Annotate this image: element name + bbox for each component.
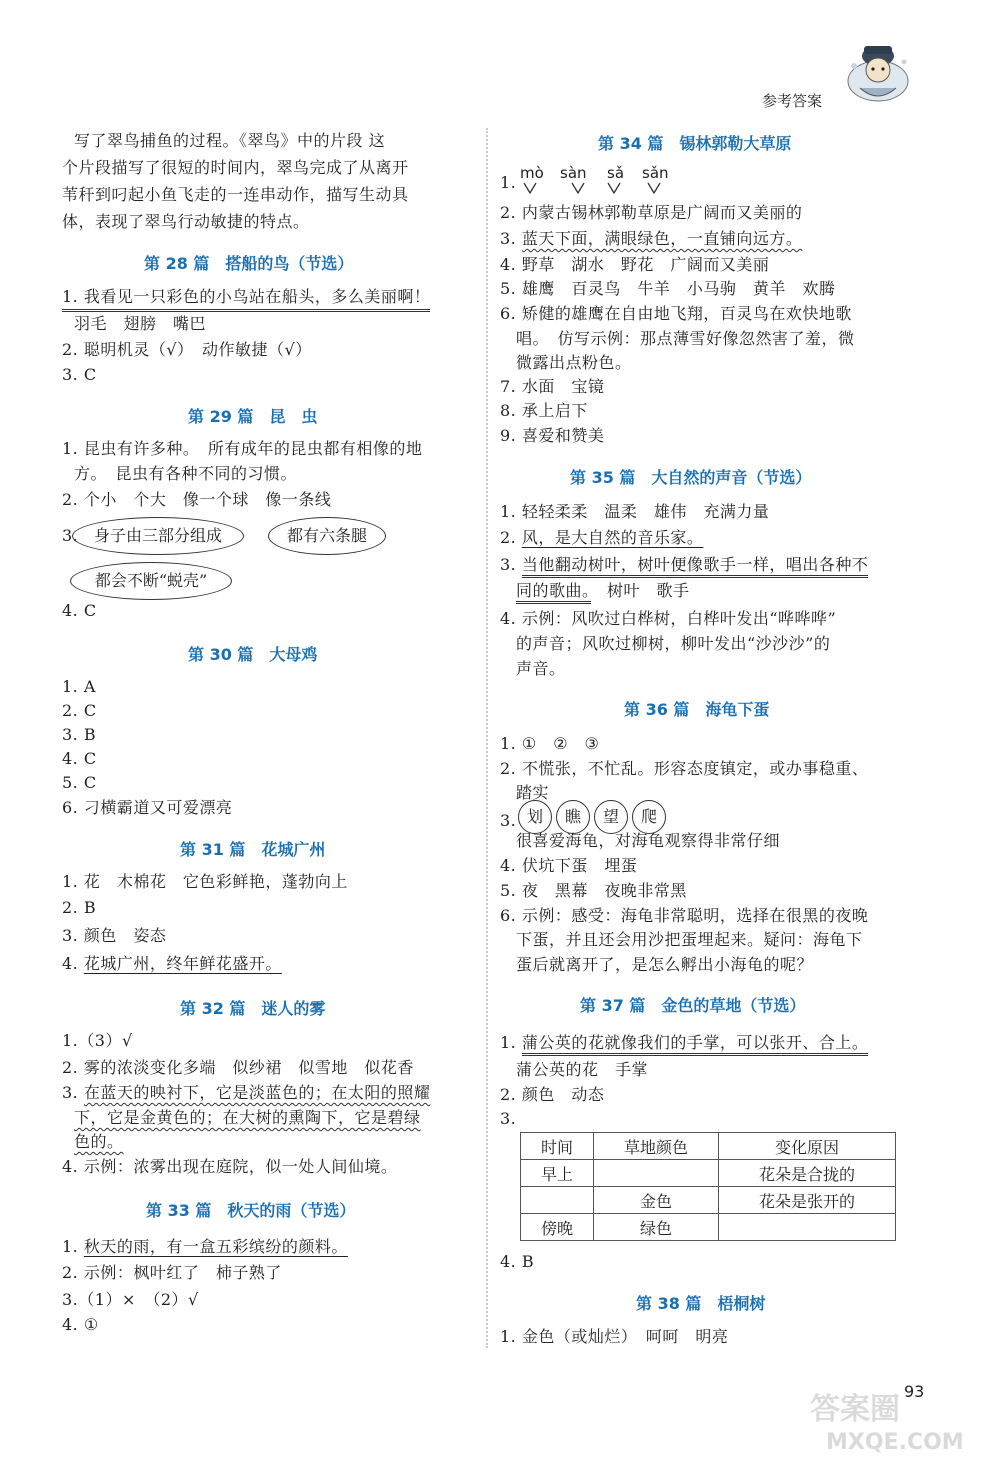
answer-line: 5. 夜 黑幕 夜晚非常黑 — [500, 881, 687, 900]
table-header-row — [521, 1133, 896, 1160]
section-heading-32: 第 32 篇 迷人的雾 — [180, 999, 326, 1018]
answer-line: 唱。 仿写示例：那点薄雪好像忽然害了羞，微 — [516, 329, 855, 348]
page-number: 93 — [904, 1382, 925, 1401]
answer-number: 4. — [62, 954, 84, 973]
answer-number: 3. — [500, 229, 522, 248]
section-heading-28: 第 28 篇 搭船的鸟（节选） — [144, 254, 354, 273]
answer-text: 同的歌曲。 — [516, 581, 591, 604]
answer-line: 7. 水面 宝镜 — [500, 377, 605, 396]
answer-line: 5. 雄鹰 百灵鸟 牛羊 小马驹 黄羊 欢腾 — [500, 279, 836, 298]
intro-line: 苇秆到叼起小鱼飞走的一连串动作，描写生动具 — [62, 185, 409, 204]
answer-line: 方。 昆虫有各种不同的习惯。 — [74, 464, 298, 483]
answer-line: 1. ① ② ③ — [500, 734, 600, 753]
answer-line: 很喜爱海龟，对海龟观察得非常仔细 — [516, 831, 781, 850]
watermark-text: MXQE.COM — [826, 1430, 964, 1455]
section-heading-31: 第 31 篇 花城广州 — [180, 840, 326, 859]
answer-text: 风，是大自然的音乐家。 — [521, 528, 704, 547]
answer-text: 树叶 歌手 — [590, 581, 690, 600]
answer-line: 羽毛 翅膀 嘴巴 — [74, 314, 207, 333]
section-heading-36: 第 36 篇 海龟下蛋 — [624, 700, 770, 719]
answer-line: 3. C — [62, 365, 97, 384]
answer-oval: 都有六条腿 — [268, 517, 386, 555]
answer-line — [500, 554, 868, 576]
answer-line: 2. 不慌张，不忙乱。形容态度镇定，或办事稳重、 — [500, 759, 869, 778]
circled-char: 划 — [518, 800, 552, 834]
answer-line — [500, 228, 802, 250]
section-heading-33: 第 33 篇 秋天的雨（节选） — [146, 1201, 356, 1220]
intro-line: 个片段描写了很短的时间内，翠鸟完成了从离开 — [62, 158, 409, 177]
answer-line: 1. A — [62, 677, 96, 696]
answer-line — [62, 1236, 348, 1258]
answer-line: 4. 示例：浓雾出现在庭院，似一处人间仙境。 — [62, 1157, 398, 1176]
table-cell — [719, 1214, 896, 1241]
section-heading-35: 第 35 篇 大自然的声音（节选） — [570, 468, 812, 487]
pinyin: sǎ — [607, 164, 625, 182]
answer-line: 2. 内蒙古锡林郭勒草原是广阔而又美丽的 — [500, 203, 803, 222]
table-cell: 花朵是合拢的 — [719, 1160, 896, 1187]
check-marks — [520, 180, 680, 196]
answer-number: 3. — [62, 1083, 84, 1102]
pinyin: sǎn — [642, 164, 669, 182]
table-cell: 花朵是张开的 — [719, 1187, 896, 1214]
answer-line: 蛋后就离开了，是怎么孵出小海龟的呢？ — [516, 955, 814, 974]
answer-line: 3. B — [62, 725, 97, 744]
table-row — [521, 1160, 896, 1187]
answer-line: 3.（1）× （2）√ — [62, 1290, 199, 1309]
table-header-cell: 时间 — [521, 1133, 594, 1160]
pinyin: mò — [520, 164, 544, 182]
answer-line: 2. 聪明机灵（√） 动作敏捷（√） — [62, 340, 312, 359]
answer-line: 8. 承上启下 — [500, 401, 588, 420]
table-header-cell: 草地颜色 — [594, 1133, 719, 1160]
answer-number: 3. — [500, 1109, 517, 1128]
table-row — [521, 1187, 896, 1214]
answer-line: 1. 金色（或灿烂） 呵呵 明亮 — [500, 1327, 729, 1346]
answer-line: 4. 野草 湖水 野花 广阔而又美丽 — [500, 255, 770, 274]
section-heading-30: 第 30 篇 大母鸡 — [188, 645, 318, 664]
answer-line: 踏实 — [516, 783, 550, 802]
table-cell: 绿色 — [594, 1214, 719, 1241]
answer-line: 2. 颜色 动态 — [500, 1085, 605, 1104]
answer-line — [516, 580, 690, 602]
circled-char: 望 — [594, 800, 628, 834]
answer-text: 花城广州，终年鲜花盛开。 — [83, 954, 282, 973]
answer-line: 2. B — [62, 898, 97, 917]
answer-line: 4. 伏坑下蛋 埋蛋 — [500, 856, 638, 875]
answer-line: 9. 喜爱和赞美 — [500, 426, 605, 445]
answer-line: 微露出点粉色。 — [516, 353, 632, 372]
answer-line: 1. 昆虫有许多种。 所有成年的昆虫都有相像的地 — [62, 439, 423, 458]
answer-line: 3. — [62, 526, 79, 545]
answer-line: 1. 我看见一只彩色的小鸟站在船头，多么美丽啊！ — [62, 286, 430, 312]
answer-line — [500, 527, 703, 549]
answer-number: 3. — [500, 555, 522, 574]
answer-oval: 都会不断“蜕壳” — [70, 562, 232, 600]
answer-line: 6. 示例：感受：海龟非常聪明，选择在很黑的夜晚 — [500, 906, 869, 925]
circled-chars — [518, 800, 670, 834]
table-row — [521, 1214, 896, 1241]
answer-line: 4. B — [500, 1252, 535, 1271]
answer-line: 2. 示例：枫叶红了 柿子熟了 — [62, 1263, 282, 1282]
answer-number: 1. — [500, 173, 517, 192]
answer-text: 秋天的雨，有一盒五彩缤纷的颜料。 — [83, 1237, 348, 1256]
answer-line — [62, 1082, 430, 1104]
answer-line: 4. 示例：风吹过白桦树，白桦叶发出“哗哗哗” — [500, 609, 837, 628]
mascot-illustration — [838, 26, 918, 108]
answer-text: 当他翻动树叶，树叶便像歌手一样，唱出各种不 — [522, 555, 869, 578]
column-divider — [486, 128, 488, 1348]
answer-line: 4. ① — [62, 1315, 99, 1334]
answer-line: 的声音；风吹过柳树，柳叶发出“沙沙沙”的 — [516, 634, 831, 653]
answer-line: 下蛋，并且还会用沙把蛋埋起来。疑问：海龟下 — [516, 930, 863, 949]
table-cell — [594, 1160, 719, 1187]
answer-line: 2. C — [62, 701, 97, 720]
answer-text: 在蓝天的映衬下，它是淡蓝色的；在太阳的照耀 — [83, 1083, 431, 1102]
answer-line: 1.（3）√ — [62, 1031, 133, 1050]
answer-line: 6. 刁横霸道又可爱漂亮 — [62, 798, 233, 817]
answer-line: 2. 雾的浓淡变化多端 似纱裙 似雪地 似花香 — [62, 1058, 414, 1077]
answer-number: 1. — [500, 1033, 522, 1052]
answer-line: 下，它是金黄色的；在大树的熏陶下，它是碧绿 — [74, 1108, 421, 1127]
table-header-cell: 变化原因 — [719, 1133, 896, 1160]
answer-number: 2. — [500, 528, 522, 547]
intro-line: 写了翠鸟捕鱼的过程。《翠鸟》中的片段 这 — [74, 131, 386, 150]
table-cell: 早上 — [521, 1160, 594, 1187]
intro-line: 体，表现了翠鸟行动敏捷的特点。 — [62, 212, 310, 231]
svg-text:答案圈: 答案圈 — [810, 1392, 900, 1427]
section-heading-37: 第 37 篇 金色的草地（节选） — [580, 996, 806, 1015]
answer-line: 1. 轻轻柔柔 温柔 雄伟 充满力量 — [500, 502, 770, 521]
circled-char: 瞧 — [556, 800, 590, 834]
answer-line: 声音。 — [516, 659, 566, 678]
circled-char: 爬 — [632, 800, 666, 834]
answer-line — [500, 1032, 868, 1054]
answer-line: 色的。 — [74, 1132, 124, 1151]
header-label: 参考答案 — [762, 92, 823, 110]
watermark-logo — [800, 1385, 990, 1455]
pinyin: sàn — [560, 164, 587, 182]
answer-line — [62, 953, 282, 975]
section-heading-29: 第 29 篇 昆 虫 — [188, 407, 318, 426]
answer-line: 2. 个小 个大 像一个球 像一条线 — [62, 490, 332, 509]
table-cell: 金色 — [594, 1187, 719, 1214]
section-heading-34: 第 34 篇 锡林郭勒大草原 — [598, 134, 792, 153]
table-cell — [521, 1187, 594, 1214]
answer-line: 5. C — [62, 773, 97, 792]
answer-line: 3. 颜色 姿态 — [62, 926, 167, 945]
answer-number: 3. — [500, 811, 517, 830]
answer-text: 蒲公英的花就像我们的手掌，可以张开、合上。 — [522, 1033, 869, 1056]
table-cell: 傍晚 — [521, 1214, 594, 1241]
answer-line: 1. 花 木棉花 它色彩鲜艳，蓬勃向上 — [62, 872, 348, 891]
answer-number: 1. — [62, 1237, 84, 1256]
answer-table — [520, 1132, 896, 1241]
answer-text: 蓝天下面，满眼绿色，一直铺向远方。 — [521, 229, 803, 248]
answer-line: 蒲公英的花 手掌 — [516, 1060, 649, 1079]
section-heading-38: 第 38 篇 梧桐树 — [636, 1294, 766, 1313]
answer-line: 4. C — [62, 749, 97, 768]
answer-line: 6. 矫健的雄鹰在自由地飞翔，百灵鸟在欢快地歌 — [500, 304, 852, 323]
answer-oval: 身子由三部分组成 — [72, 517, 244, 555]
answer-line: 4. C — [62, 601, 97, 620]
